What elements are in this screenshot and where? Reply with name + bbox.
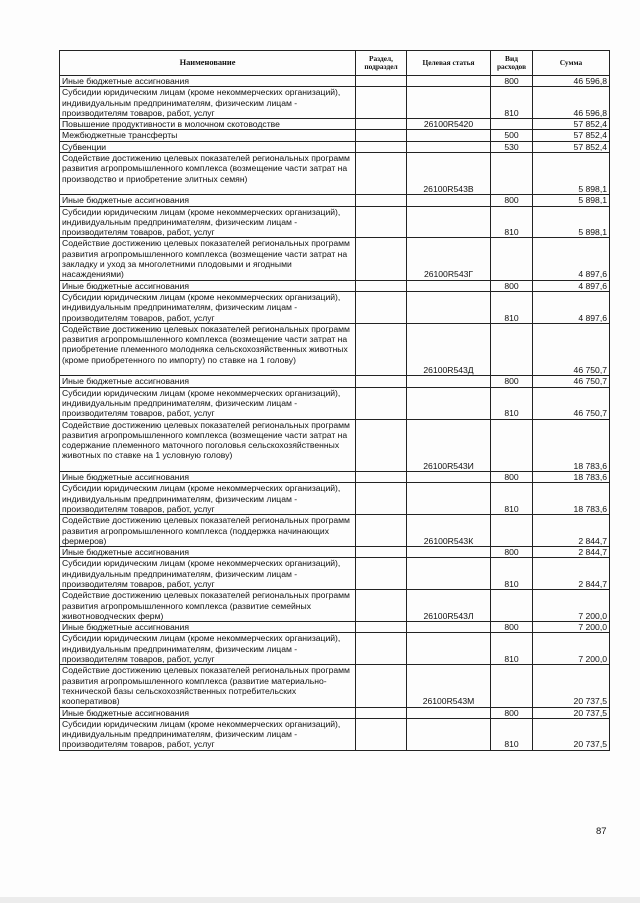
row-kind-cell — [491, 515, 533, 547]
row-target-cell: 26100R543К — [407, 515, 491, 547]
row-name-cell: Иные бюджетные ассигнования — [60, 472, 356, 483]
row-kind-cell: 810 — [491, 291, 533, 323]
header-kind: Вид расходов — [491, 51, 533, 76]
budget-table — [59, 50, 610, 751]
row-kind-cell: 810 — [491, 483, 533, 515]
table-row — [60, 387, 610, 419]
table-row — [60, 622, 610, 633]
row-sum-cell: 18 783,6 — [533, 419, 610, 472]
row-sum-cell: 18 783,6 — [533, 483, 610, 515]
row-name-cell: Межбюджетные трансферты — [60, 130, 356, 141]
table-row — [60, 483, 610, 515]
row-target-cell: 26100R543Д — [407, 323, 491, 376]
row-target-cell — [407, 707, 491, 718]
row-section-cell — [356, 376, 407, 387]
table-row — [60, 718, 610, 750]
row-target-cell: 26100R543Л — [407, 590, 491, 622]
row-section-cell — [356, 291, 407, 323]
row-name-cell: Иные бюджетные ассигнования — [60, 195, 356, 206]
row-name-cell: Субсидии юридическим лицам (кроме некоммерческих организаций), индивидуальным предпринимателям, физическим лицам - производителям товаров, работ, услуг — [60, 87, 356, 119]
row-section-cell — [356, 153, 407, 195]
row-target-cell — [407, 376, 491, 387]
table-row — [60, 119, 610, 130]
row-target-cell: 26100R543И — [407, 419, 491, 472]
row-section-cell — [356, 558, 407, 590]
row-name-cell: Иные бюджетные ассигнования — [60, 707, 356, 718]
table-row — [60, 323, 610, 376]
table-row — [60, 195, 610, 206]
table-row — [60, 153, 610, 195]
row-name-cell: Субсидии юридическим лицам (кроме некоммерческих организаций), индивидуальным предпринимателям, физическим лицам - производителям товаров, работ, услуг — [60, 387, 356, 419]
row-sum-cell: 4 897,6 — [533, 238, 610, 280]
row-name-cell: Иные бюджетные ассигнования — [60, 622, 356, 633]
row-sum-cell: 57 852,4 — [533, 141, 610, 152]
row-section-cell — [356, 515, 407, 547]
row-sum-cell: 4 897,6 — [533, 280, 610, 291]
header-target: Целевая статья — [407, 51, 491, 76]
row-section-cell — [356, 119, 407, 130]
row-kind-cell — [491, 238, 533, 280]
row-section-cell — [356, 483, 407, 515]
row-target-cell — [407, 87, 491, 119]
table-row — [60, 206, 610, 238]
row-kind-cell: 810 — [491, 633, 533, 665]
row-kind-cell: 800 — [491, 195, 533, 206]
row-sum-cell: 7 200,0 — [533, 590, 610, 622]
header-sum: Сумма — [533, 51, 610, 76]
row-target-cell — [407, 472, 491, 483]
row-section-cell — [356, 280, 407, 291]
row-sum-cell: 20 737,5 — [533, 707, 610, 718]
row-name-cell: Содействие достижению целевых показателей региональных программ развития агропромышленного комплекса (поддержка начинающих фермеров) — [60, 515, 356, 547]
row-sum-cell: 46 750,7 — [533, 323, 610, 376]
row-sum-cell: 5 898,1 — [533, 153, 610, 195]
row-kind-cell — [491, 119, 533, 130]
row-section-cell — [356, 238, 407, 280]
row-sum-cell: 4 897,6 — [533, 291, 610, 323]
table-row — [60, 558, 610, 590]
row-target-cell — [407, 633, 491, 665]
row-name-cell: Иные бюджетные ассигнования — [60, 547, 356, 558]
row-section-cell — [356, 547, 407, 558]
row-section-cell — [356, 206, 407, 238]
table-row — [60, 419, 610, 472]
row-name-cell: Субвенции — [60, 141, 356, 152]
table-row — [60, 87, 610, 119]
row-section-cell — [356, 323, 407, 376]
row-name-cell: Содействие достижению целевых показателей региональных программ развития агропромышленного комплекса (возмещение части затрат на закладку и уход за многолетними плодовыми и ягодными насаждениями) — [60, 238, 356, 280]
row-target-cell — [407, 130, 491, 141]
row-kind-cell: 800 — [491, 707, 533, 718]
table-row — [60, 547, 610, 558]
row-sum-cell: 5 898,1 — [533, 195, 610, 206]
row-section-cell — [356, 633, 407, 665]
row-name-cell: Содействие достижению целевых показателей региональных программ развития агропромышленного комплекса (развитие материально-технической базы сельскохозяйственных потребительских кооперативов) — [60, 665, 356, 707]
row-kind-cell: 800 — [491, 547, 533, 558]
table-row — [60, 291, 610, 323]
table-row — [60, 590, 610, 622]
row-sum-cell: 57 852,4 — [533, 119, 610, 130]
row-target-cell — [407, 195, 491, 206]
row-section-cell — [356, 622, 407, 633]
row-section-cell — [356, 718, 407, 750]
row-kind-cell: 800 — [491, 622, 533, 633]
header-name: Наименование — [60, 51, 356, 76]
row-section-cell — [356, 141, 407, 152]
scan-edge — [0, 897, 640, 903]
row-name-cell: Субсидии юридическим лицам (кроме некоммерческих организаций), индивидуальным предпринимателям, физическим лицам - производителям товаров, работ, услуг — [60, 718, 356, 750]
row-sum-cell: 46 596,8 — [533, 87, 610, 119]
row-name-cell: Иные бюджетные ассигнования — [60, 76, 356, 87]
row-name-cell: Содействие достижению целевых показателей региональных программ развития агропромышленного комплекса (возмещение части затрат на приобретение племенного молодняка сельскохозяйственных животных (кроме приобретенного по импорту) по ставке на 1 голову) — [60, 323, 356, 376]
row-section-cell — [356, 387, 407, 419]
table-row — [60, 515, 610, 547]
table-row — [60, 141, 610, 152]
row-section-cell — [356, 707, 407, 718]
row-sum-cell: 7 200,0 — [533, 633, 610, 665]
header-row — [60, 51, 610, 76]
row-target-cell — [407, 718, 491, 750]
row-kind-cell — [491, 323, 533, 376]
row-name-cell: Иные бюджетные ассигнования — [60, 280, 356, 291]
row-target-cell — [407, 387, 491, 419]
row-section-cell — [356, 472, 407, 483]
row-sum-cell: 20 737,5 — [533, 718, 610, 750]
row-kind-cell: 810 — [491, 206, 533, 238]
page-number: 87 — [596, 826, 607, 837]
table-row — [60, 707, 610, 718]
row-sum-cell: 5 898,1 — [533, 206, 610, 238]
table-row — [60, 665, 610, 707]
table-row — [60, 130, 610, 141]
row-sum-cell: 2 844,7 — [533, 547, 610, 558]
row-kind-cell: 800 — [491, 76, 533, 87]
row-kind-cell — [491, 153, 533, 195]
row-name-cell: Повышение продуктивности в молочном скотоводстве — [60, 119, 356, 130]
row-name-cell: Субсидии юридическим лицам (кроме некоммерческих организаций), индивидуальным предпринимателям, физическим лицам - производителям товаров, работ, услуг — [60, 291, 356, 323]
row-kind-cell: 800 — [491, 280, 533, 291]
row-name-cell: Содействие достижению целевых показателей региональных программ развития агропромышленного комплекса (развитие семейных животноводческих ферм) — [60, 590, 356, 622]
row-kind-cell: 810 — [491, 87, 533, 119]
table-row — [60, 633, 610, 665]
row-kind-cell — [491, 419, 533, 472]
row-section-cell — [356, 76, 407, 87]
row-kind-cell — [491, 590, 533, 622]
row-kind-cell: 530 — [491, 141, 533, 152]
row-name-cell: Иные бюджетные ассигнования — [60, 376, 356, 387]
row-kind-cell: 500 — [491, 130, 533, 141]
table-row — [60, 76, 610, 87]
row-section-cell — [356, 419, 407, 472]
row-target-cell — [407, 280, 491, 291]
row-section-cell — [356, 87, 407, 119]
row-target-cell — [407, 291, 491, 323]
row-sum-cell: 46 596,8 — [533, 76, 610, 87]
row-section-cell — [356, 665, 407, 707]
row-kind-cell: 800 — [491, 376, 533, 387]
table-row — [60, 238, 610, 280]
row-target-cell: 26100R543Г — [407, 238, 491, 280]
row-sum-cell: 46 750,7 — [533, 376, 610, 387]
row-target-cell: 26100R5420 — [407, 119, 491, 130]
table-row — [60, 376, 610, 387]
row-sum-cell: 46 750,7 — [533, 387, 610, 419]
row-sum-cell: 18 783,6 — [533, 472, 610, 483]
row-kind-cell: 810 — [491, 558, 533, 590]
row-target-cell — [407, 558, 491, 590]
row-name-cell: Субсидии юридическим лицам (кроме некоммерческих организаций), индивидуальным предпринимателям, физическим лицам - производителям товаров, работ, услуг — [60, 558, 356, 590]
row-name-cell: Содействие достижению целевых показателей региональных программ развития агропромышленного комплекса (возмещение части затрат на содержание племенного маточного поголовья сельскохозяйственных животных по ставке на 1 условную голову) — [60, 419, 356, 472]
row-target-cell — [407, 206, 491, 238]
row-kind-cell — [491, 665, 533, 707]
row-kind-cell: 810 — [491, 718, 533, 750]
row-target-cell: 26100R543В — [407, 153, 491, 195]
row-sum-cell: 57 852,4 — [533, 130, 610, 141]
row-name-cell: Содействие достижению целевых показателей региональных программ развития агропромышленного комплекса (возмещение части затрат на производство и приобретение элитных семян) — [60, 153, 356, 195]
row-target-cell: 26100R543М — [407, 665, 491, 707]
table-header — [60, 51, 610, 76]
row-sum-cell: 7 200,0 — [533, 622, 610, 633]
row-target-cell — [407, 76, 491, 87]
row-target-cell — [407, 547, 491, 558]
table-row — [60, 280, 610, 291]
table-row — [60, 472, 610, 483]
row-kind-cell: 810 — [491, 387, 533, 419]
row-sum-cell: 2 844,7 — [533, 558, 610, 590]
row-target-cell — [407, 622, 491, 633]
table-body — [60, 76, 610, 751]
row-sum-cell: 2 844,7 — [533, 515, 610, 547]
row-section-cell — [356, 130, 407, 141]
header-section: Раздел, подраздел — [356, 51, 407, 76]
row-sum-cell: 20 737,5 — [533, 665, 610, 707]
row-name-cell: Субсидии юридическим лицам (кроме некоммерческих организаций), индивидуальным предпринимателям, физическим лицам - производителям товаров, работ, услуг — [60, 633, 356, 665]
row-section-cell — [356, 590, 407, 622]
row-kind-cell: 800 — [491, 472, 533, 483]
row-section-cell — [356, 195, 407, 206]
row-name-cell: Субсидии юридическим лицам (кроме некоммерческих организаций), индивидуальным предпринимателям, физическим лицам - производителям товаров, работ, услуг — [60, 206, 356, 238]
row-target-cell — [407, 483, 491, 515]
row-name-cell: Субсидии юридическим лицам (кроме некоммерческих организаций), индивидуальным предпринимателям, физическим лицам - производителям товаров, работ, услуг — [60, 483, 356, 515]
row-target-cell — [407, 141, 491, 152]
